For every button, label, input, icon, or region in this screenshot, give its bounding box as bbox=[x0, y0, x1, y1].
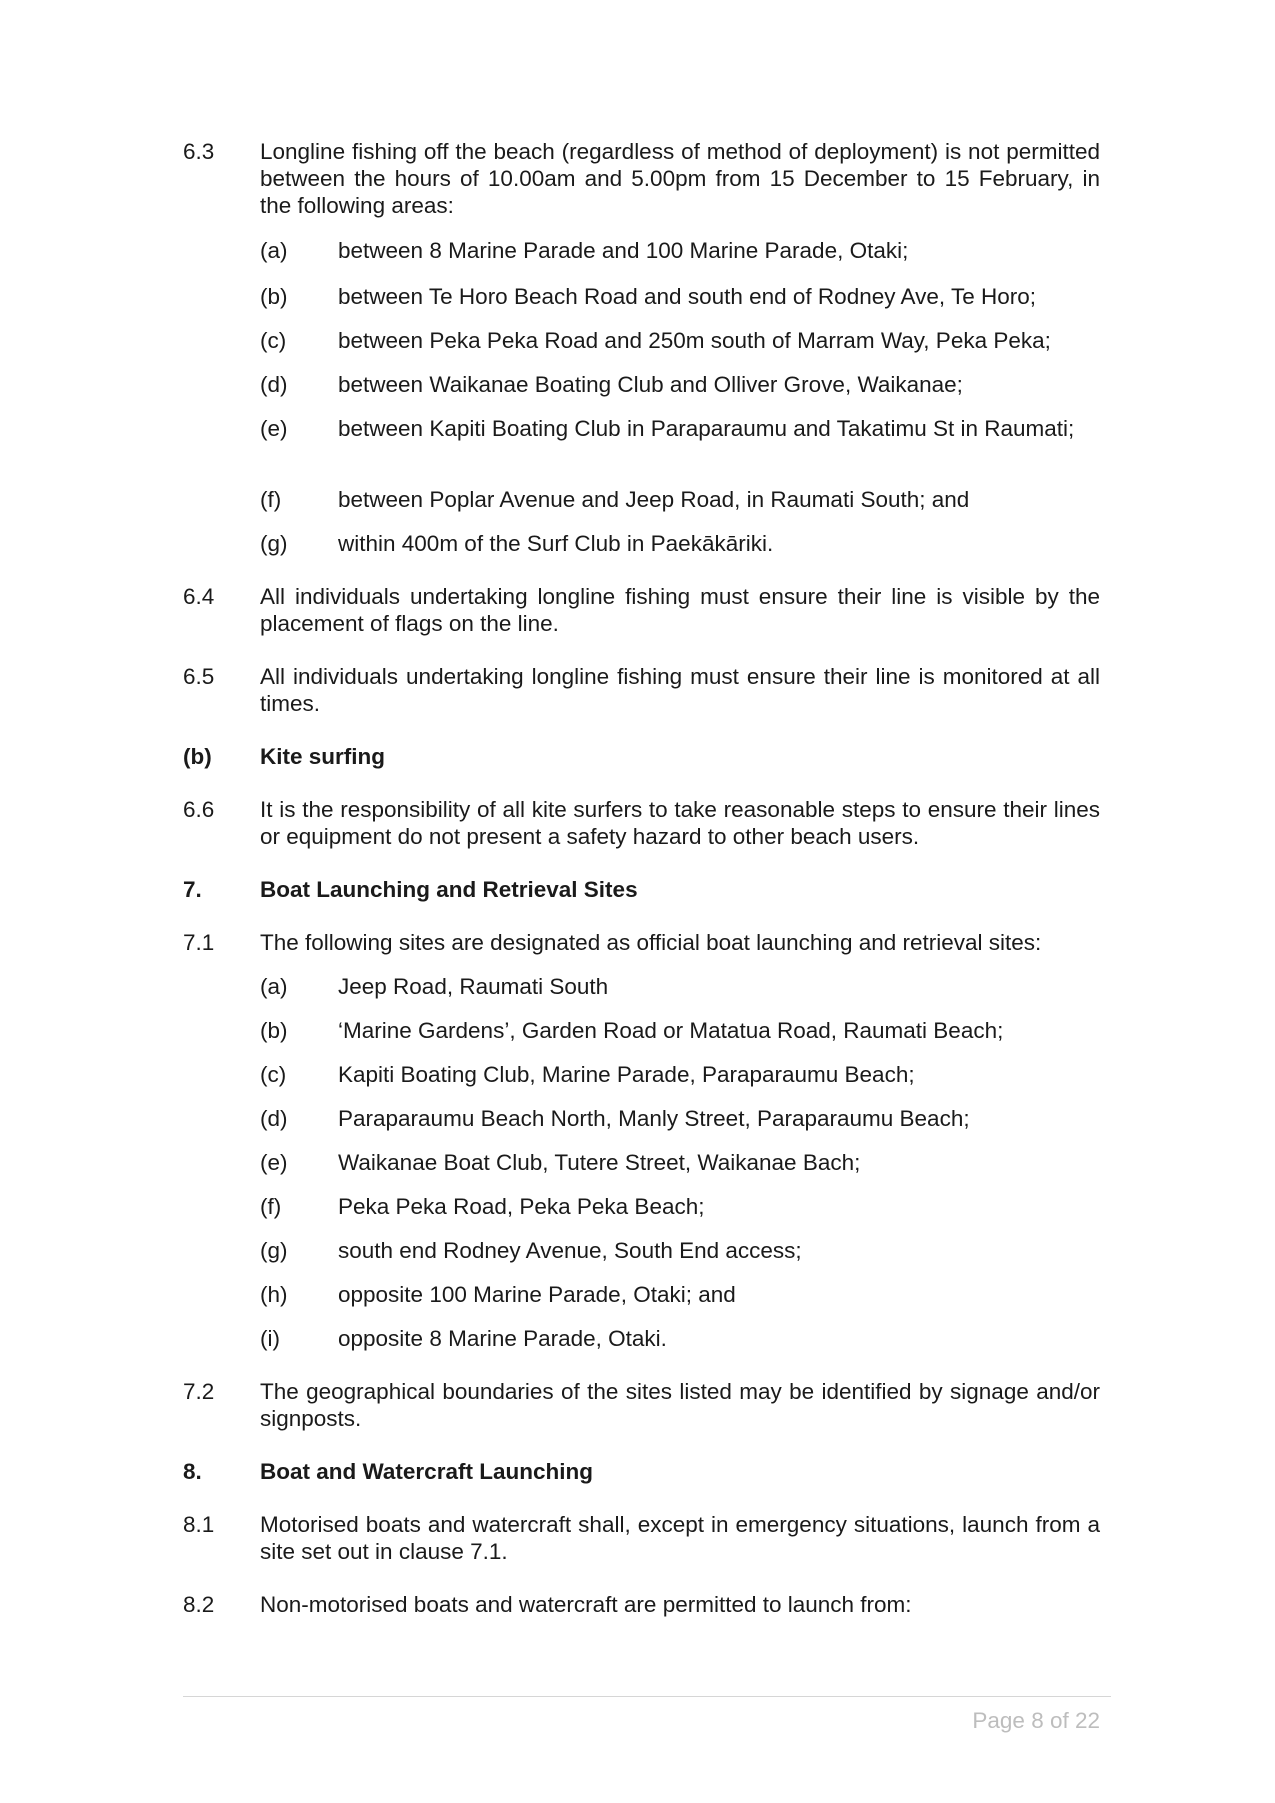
list-item-label: (f) bbox=[260, 1194, 282, 1219]
list-item-text: Kapiti Boating Club, Marine Parade, Paraparaumu Beach; bbox=[338, 1062, 915, 1087]
clause-number: 7.1 bbox=[183, 930, 215, 955]
list-item-text: between Te Horo Beach Road and south end of Rodney Ave, Te Horo; bbox=[338, 284, 1036, 309]
list-item-label: (e) bbox=[260, 1150, 288, 1175]
list-item-text: between Poplar Avenue and Jeep Road, in Raumati South; and bbox=[338, 487, 970, 512]
list-item-label: (a) bbox=[260, 974, 288, 999]
clause-text: It is the responsibility of all kite surfers to take reasonable steps to ensure their lines or equipment do not present a safety hazard to other beach users. bbox=[260, 797, 1100, 849]
list-item-label: (i) bbox=[260, 1326, 280, 1351]
section-title: Boat Launching and Retrieval Sites bbox=[260, 877, 638, 902]
section-title: Boat and Watercraft Launching bbox=[260, 1459, 593, 1484]
section-number: 7. bbox=[183, 877, 202, 902]
list-item-text: opposite 100 Marine Parade, Otaki; and bbox=[338, 1282, 736, 1307]
section-number: (b) bbox=[183, 744, 212, 769]
footer-divider bbox=[183, 1696, 1111, 1697]
list-item-label: (g) bbox=[260, 531, 288, 556]
clause-number: 6.3 bbox=[183, 139, 215, 164]
list-item-text: within 400m of the Surf Club in Paekākāriki. bbox=[338, 531, 774, 556]
list-item-text: Jeep Road, Raumati South bbox=[338, 974, 609, 999]
clause-number: 8.1 bbox=[183, 1512, 215, 1537]
clause-text: All individuals undertaking longline fishing must ensure their line is monitored at all times. bbox=[260, 664, 1100, 716]
list-item-label: (d) bbox=[260, 1106, 288, 1131]
clause-number: 6.5 bbox=[183, 664, 215, 689]
clause-text: All individuals undertaking longline fishing must ensure their line is visible by the placement of flags on the line. bbox=[260, 584, 1100, 636]
clause-number: 8.2 bbox=[183, 1592, 215, 1617]
clause-text: Longline fishing off the beach (regardless of method of deployment) is not permitted between the hours of 10.00am and 5.00pm from 15 December to 15 February, in the following areas: bbox=[260, 139, 1100, 218]
list-item-text: between Waikanae Boating Club and Olliver Grove, Waikanae; bbox=[338, 372, 963, 397]
section-number: 8. bbox=[183, 1459, 202, 1484]
list-item-text: between 8 Marine Parade and 100 Marine Parade, Otaki; bbox=[338, 238, 909, 263]
list-item-text: between Peka Peka Road and 250m south of Marram Way, Peka Peka; bbox=[338, 328, 1051, 353]
list-item-text: Peka Peka Road, Peka Peka Beach; bbox=[338, 1194, 705, 1219]
list-item-text: ‘Marine Gardens’, Garden Road or Matatua Road, Raumati Beach; bbox=[338, 1018, 1004, 1043]
clause-number: 6.4 bbox=[183, 584, 215, 609]
list-item-text: south end Rodney Avenue, South End access; bbox=[338, 1238, 802, 1263]
list-item-label: (f) bbox=[260, 487, 282, 512]
clause-text: Non-motorised boats and watercraft are permitted to launch from: bbox=[260, 1592, 912, 1617]
list-item-label: (g) bbox=[260, 1238, 288, 1263]
list-item-label: (b) bbox=[260, 1018, 288, 1043]
list-item-label: (a) bbox=[260, 238, 288, 263]
list-item-label: (h) bbox=[260, 1282, 288, 1307]
clause-number: 6.6 bbox=[183, 797, 215, 822]
list-item-text: between Kapiti Boating Club in Paraparaumu and Takatimu St in Raumati; bbox=[338, 416, 1075, 441]
section-title: Kite surfing bbox=[260, 744, 386, 769]
clause-text: The geographical boundaries of the sites listed may be identified by signage and/or signposts. bbox=[260, 1379, 1100, 1431]
clause-text: The following sites are designated as official boat launching and retrieval sites: bbox=[260, 930, 1042, 955]
list-item-label: (c) bbox=[260, 1062, 287, 1087]
page-number: Page 8 of 22 bbox=[972, 1708, 1100, 1733]
list-item-label: (e) bbox=[260, 416, 288, 441]
list-item-label: (b) bbox=[260, 284, 288, 309]
list-item-label: (c) bbox=[260, 328, 287, 353]
list-item-text: opposite 8 Marine Parade, Otaki. bbox=[338, 1326, 667, 1351]
clause-number: 7.2 bbox=[183, 1379, 215, 1404]
list-item-text: Waikanae Boat Club, Tutere Street, Waikanae Bach; bbox=[338, 1150, 861, 1175]
clause-text: Motorised boats and watercraft shall, except in emergency situations, launch from a site set out in clause 7.1. bbox=[260, 1512, 1100, 1564]
list-item-label: (d) bbox=[260, 372, 288, 397]
list-item-text: Paraparaumu Beach North, Manly Street, Paraparaumu Beach; bbox=[338, 1106, 970, 1131]
